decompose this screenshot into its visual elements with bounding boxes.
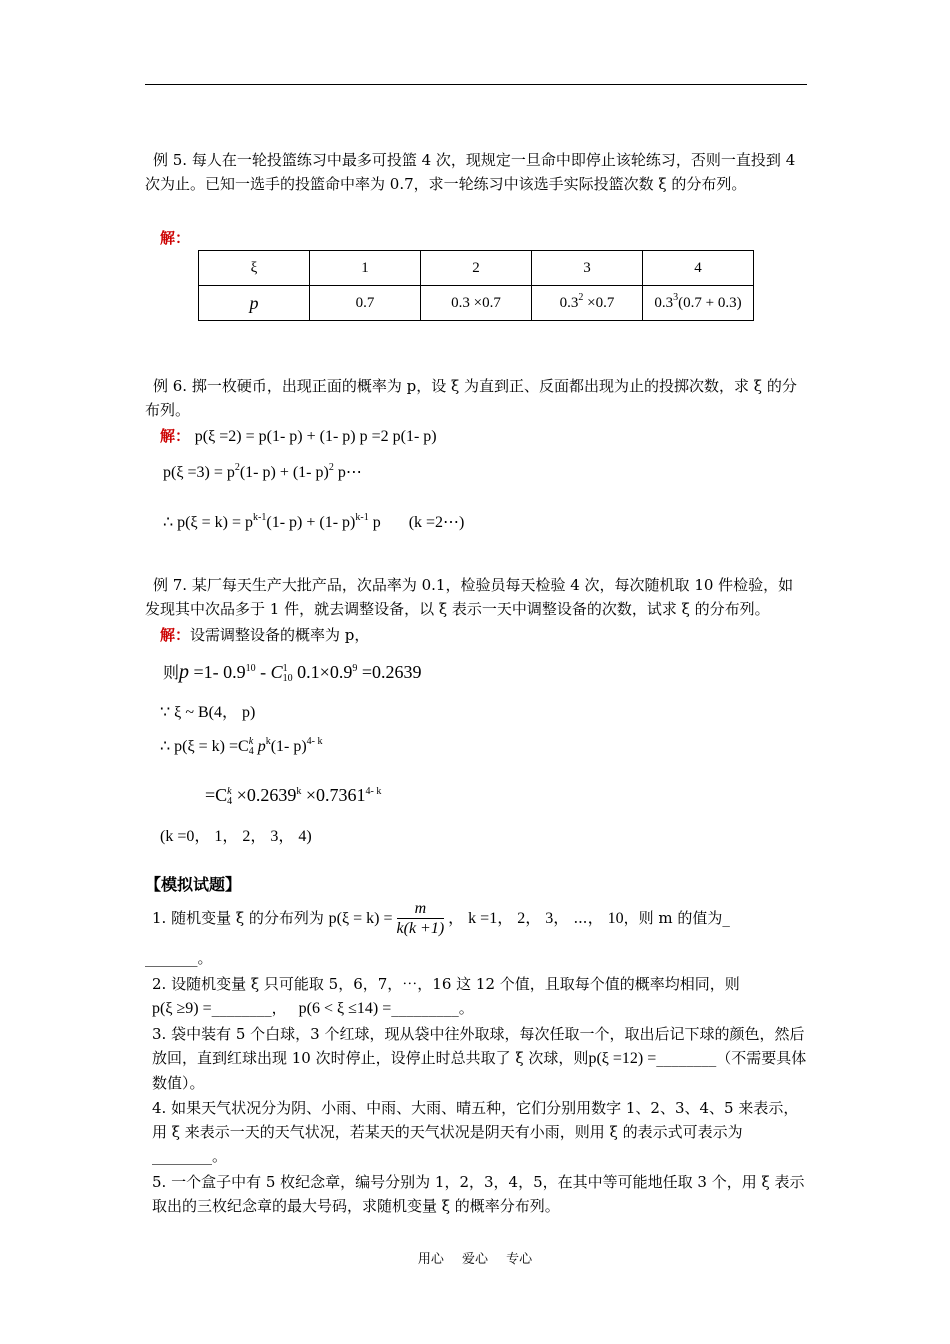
question-2: 2. 设随机变量 ξ 只可能取 5，6，7，⋯，16 这 12 个值，且取每个值的概率均相同，则p(ξ ≥9) =________， p(6 < ξ ≤14) =_________。 <box>152 975 740 1017</box>
table-cell: 2 <box>421 251 532 286</box>
question-3: 3. 袋中装有 5 个白球，3 个红球，现从袋中往外取球，每次任取一个，取出后记下球的颜色，然后放回，直到红球出现 10 次时停止，设停止时总共取了 ξ 次球，则p(ξ =12) =________（不需要具体数值）。 <box>152 1025 807 1092</box>
page-footer: 用心 爱心 专心 <box>417 1252 533 1267</box>
table-cell: 4 <box>643 251 754 286</box>
example-6-line-2: $p(\xi =3) = p^2(1-$ p) + (1- p)$^2$ p⋯ <box>163 462 362 481</box>
example-7-line-3: ∴ p(ξ = k) =C k 4 $p^k(1-$ p)$^{4- k}$ <box>160 736 323 758</box>
example-7-text: 例 7. 某厂每天生产大批产品，次品率为 0.1，检验员每天检验 4 次，每次随机取 10 件检验，如发现其中次品多于 1 件，就去调整设备，以 ξ 表示一天中调整设备的次数，试求 ξ 的分布列。 <box>145 576 794 618</box>
table-cell: 3 <box>532 251 643 286</box>
example-5-text: 例 5. 每人在一轮投篮练习中最多可投篮 4 次，现规定一旦命中即停止该轮练习，否则一直投到 4 次为止。已知一选手的投篮命中率为 0.7，求一轮练习中该选手实际投篮次数 ξ 的分布列。 <box>145 151 796 193</box>
example-7-answer: 解：设需调整设备的概率为 p， <box>160 626 370 644</box>
example-7-line-5: (k =0， 1， 2， 3， 4) <box>160 828 312 845</box>
distribution-table <box>198 250 754 321</box>
example-6-text: 例 6. 掷一枚硬币，出现正面的概率为 p，设 ξ 为直到正、反面都出现为止的投掷次数，求 ξ 的分布列。 <box>145 377 797 419</box>
table-row <box>199 286 754 321</box>
example-6-answer: 解： p(ξ =2) = p(1- p) + (1- p) p =2 p(1- p) <box>160 427 437 445</box>
question-1-blank: _______。 <box>145 949 213 967</box>
example-7-line-1: 则p =1- $0.9^{10}$ - C 1 10 $0.1\times 0.9^9 =0.2639$ <box>163 661 422 684</box>
table-cell: p <box>199 286 310 321</box>
header-rule <box>145 84 807 85</box>
table-cell: 1 <box>310 251 421 286</box>
table-cell: ξ <box>199 251 310 286</box>
example-7-line-4: =C k 4 $\times 0.2639^k \times 0.7361^{4- k}$ <box>205 785 382 807</box>
section-title: 【模拟试题】 <box>145 875 242 894</box>
question-5: 5. 一个盒子中有 5 枚纪念章，编号分别为 1，2，3，4，5，在其中等可能地任取 3 个，用 ξ 表示取出的三枚纪念章的最大号码，求随机变量 ξ 的概率分布列。 <box>152 1173 805 1215</box>
question-1: 1. 随机变量 ξ 的分布列为 p(ξ = k) = $\frac{m}{k(k +1)}$ ， k =1， 2， 3， ⋯， 10，则 m 的值为_ <box>152 900 730 937</box>
table-cell: 0.3 ×0.7 <box>421 286 532 321</box>
table-row <box>199 251 754 286</box>
table-cell: $0.3^2 \times 0.7$ <box>532 286 643 321</box>
table-cell: 0.7 <box>310 286 421 321</box>
example-6-line-3: ∴ $p(\xi = k) = p^{k-1}(1-$ p) + (1- p)$^{k-1}$ p (k =2⋯) <box>163 512 465 531</box>
table-cell: $0.3^3(0.7 + 0.3)$ <box>643 286 754 321</box>
example-5-answer-label: 解： <box>160 229 191 247</box>
example-7-line-2: ∵ ξ ~ B(4， p) <box>160 704 256 721</box>
question-4: 4. 如果天气状况分为阴、小雨、中雨、大雨、晴五种，它们分别用数字 1、2、3、4、5 来表示，用 ξ 来表示一天的天气状况，若某天的天气状况是阴天有小雨，则用 ξ 的表示式可表示为________。 <box>152 1099 799 1165</box>
